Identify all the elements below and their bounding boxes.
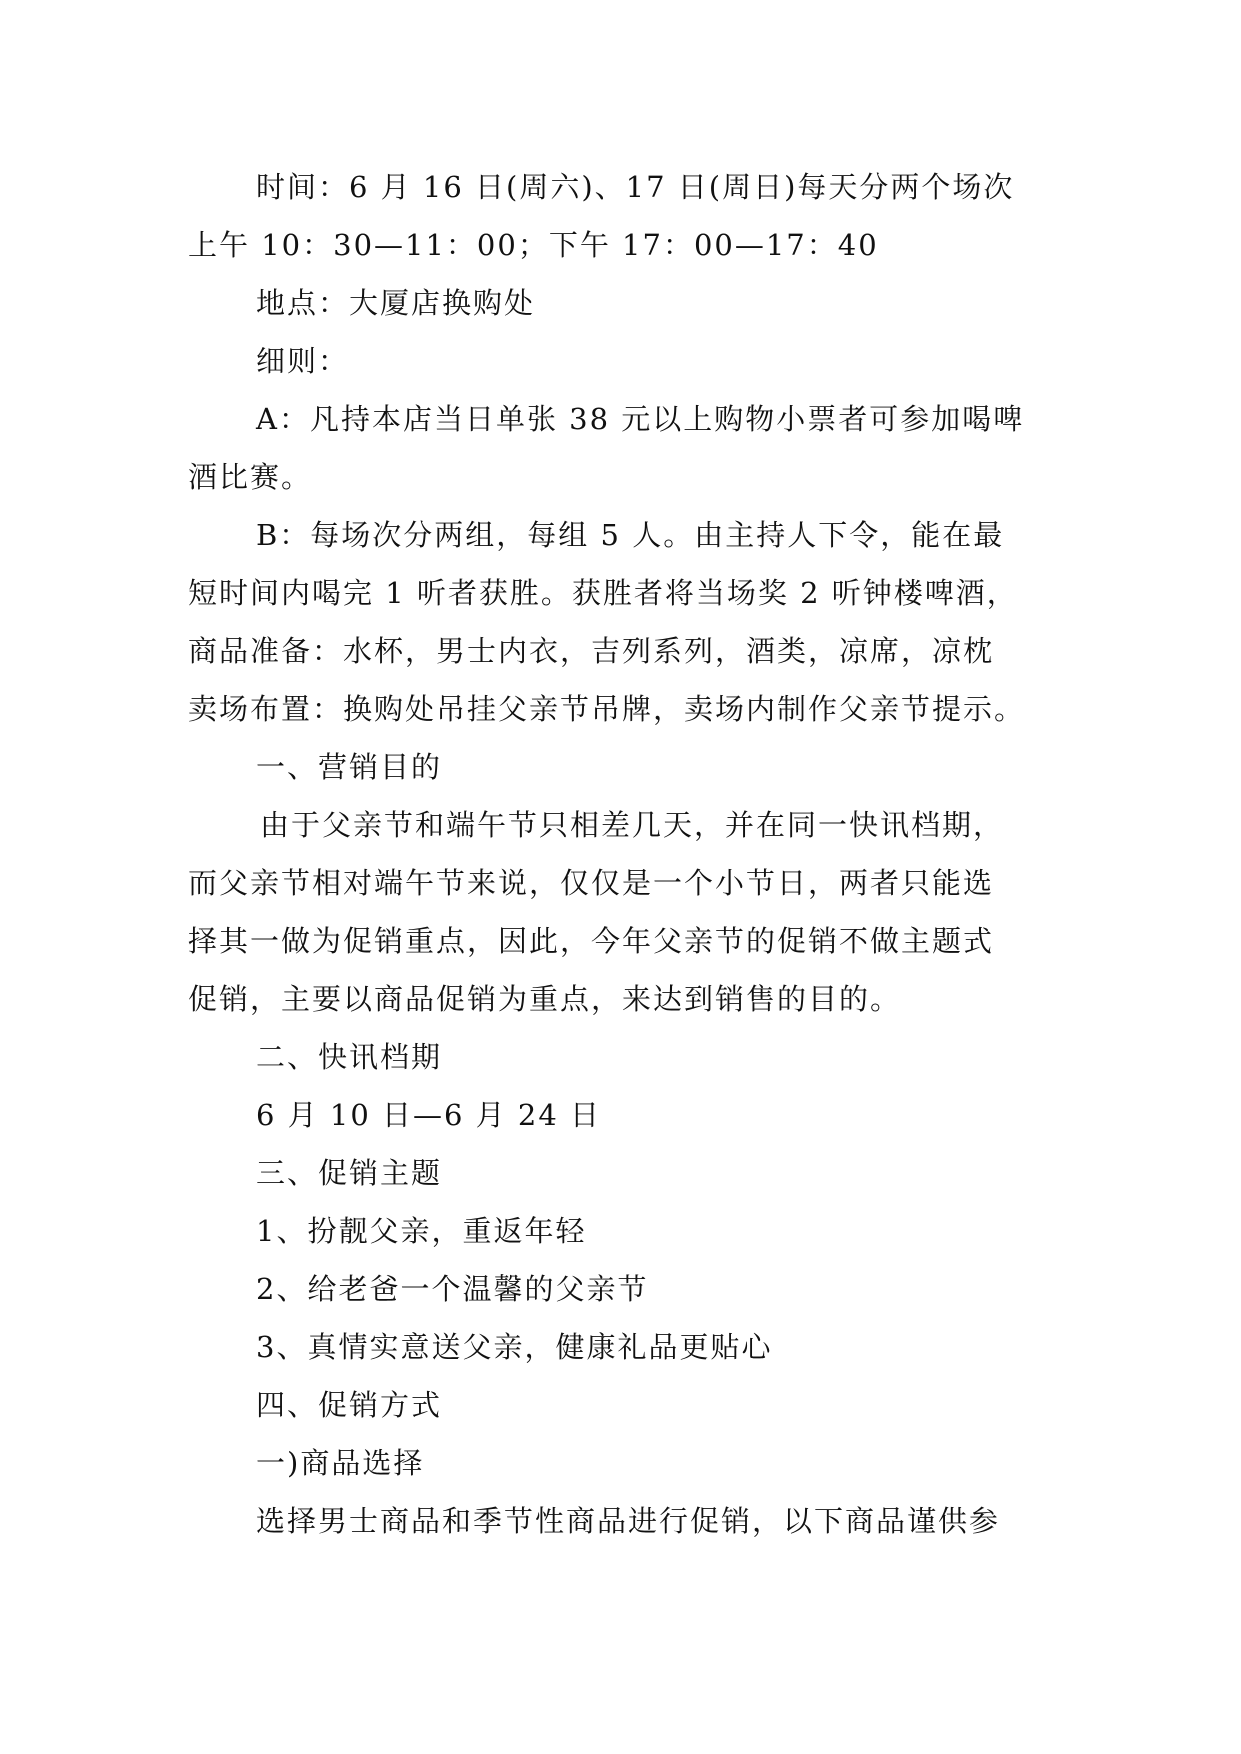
subsection-heading: 一)商品选择 (256, 1446, 425, 1480)
text-line: 酒比赛。 (188, 460, 313, 494)
list-item: 2、给老爸一个温馨的父亲节 (256, 1272, 649, 1306)
document-body (188, 158, 1053, 1550)
text-line: 商品准备：水杯，男士内衣，吉列系列，酒类，凉席，凉枕 (188, 634, 995, 668)
section-heading: 一、营销目的 (256, 750, 443, 784)
text-line: A：凡持本店当日单张 38 元以上购物小票者可参加喝啤 (256, 402, 1025, 436)
text-line: 卖场布置：换购处吊挂父亲节吊牌，卖场内制作父亲节提示。 (188, 692, 1026, 726)
text-line: 选择男士商品和季节性商品进行促销，以下商品谨供参 (256, 1504, 1001, 1538)
text-line: 6 月 10 日—6 月 24 日 (256, 1098, 602, 1132)
section-heading: 四、促销方式 (256, 1388, 443, 1422)
text-line: 上午 10：30—11：00；下午 17：00—17：40 (188, 228, 879, 262)
text-line: 而父亲节相对端午节来说，仅仅是一个小节日，两者只能选 (188, 866, 995, 900)
text-line: 促销，主要以商品促销为重点，来达到销售的目的。 (188, 982, 902, 1016)
text-line: B：每场次分两组，每组 5 人。由主持人下令，能在最 (256, 518, 1005, 552)
section-heading: 三、促销主题 (256, 1156, 443, 1190)
text-line: 短时间内喝完 1 听者获胜。获胜者将当场奖 2 听钟楼啤酒， (188, 576, 1018, 610)
list-item: 1、扮靓父亲，重返年轻 (256, 1214, 587, 1248)
text-line: 由于父亲节和端午节只相差几天，并在同一快讯档期， (260, 808, 1005, 842)
text-line: 细则： (256, 344, 350, 378)
section-heading: 二、快讯档期 (256, 1040, 443, 1074)
text-line: 择其一做为促销重点，因此，今年父亲节的促销不做主题式 (188, 924, 995, 958)
text-line: 地点：大厦店换购处 (256, 286, 536, 320)
list-item: 3、真情实意送父亲，健康礼品更贴心 (256, 1330, 773, 1364)
text-line: 时间：6 月 16 日(周六)、17 日(周日)每天分两个场次 (256, 170, 1015, 204)
